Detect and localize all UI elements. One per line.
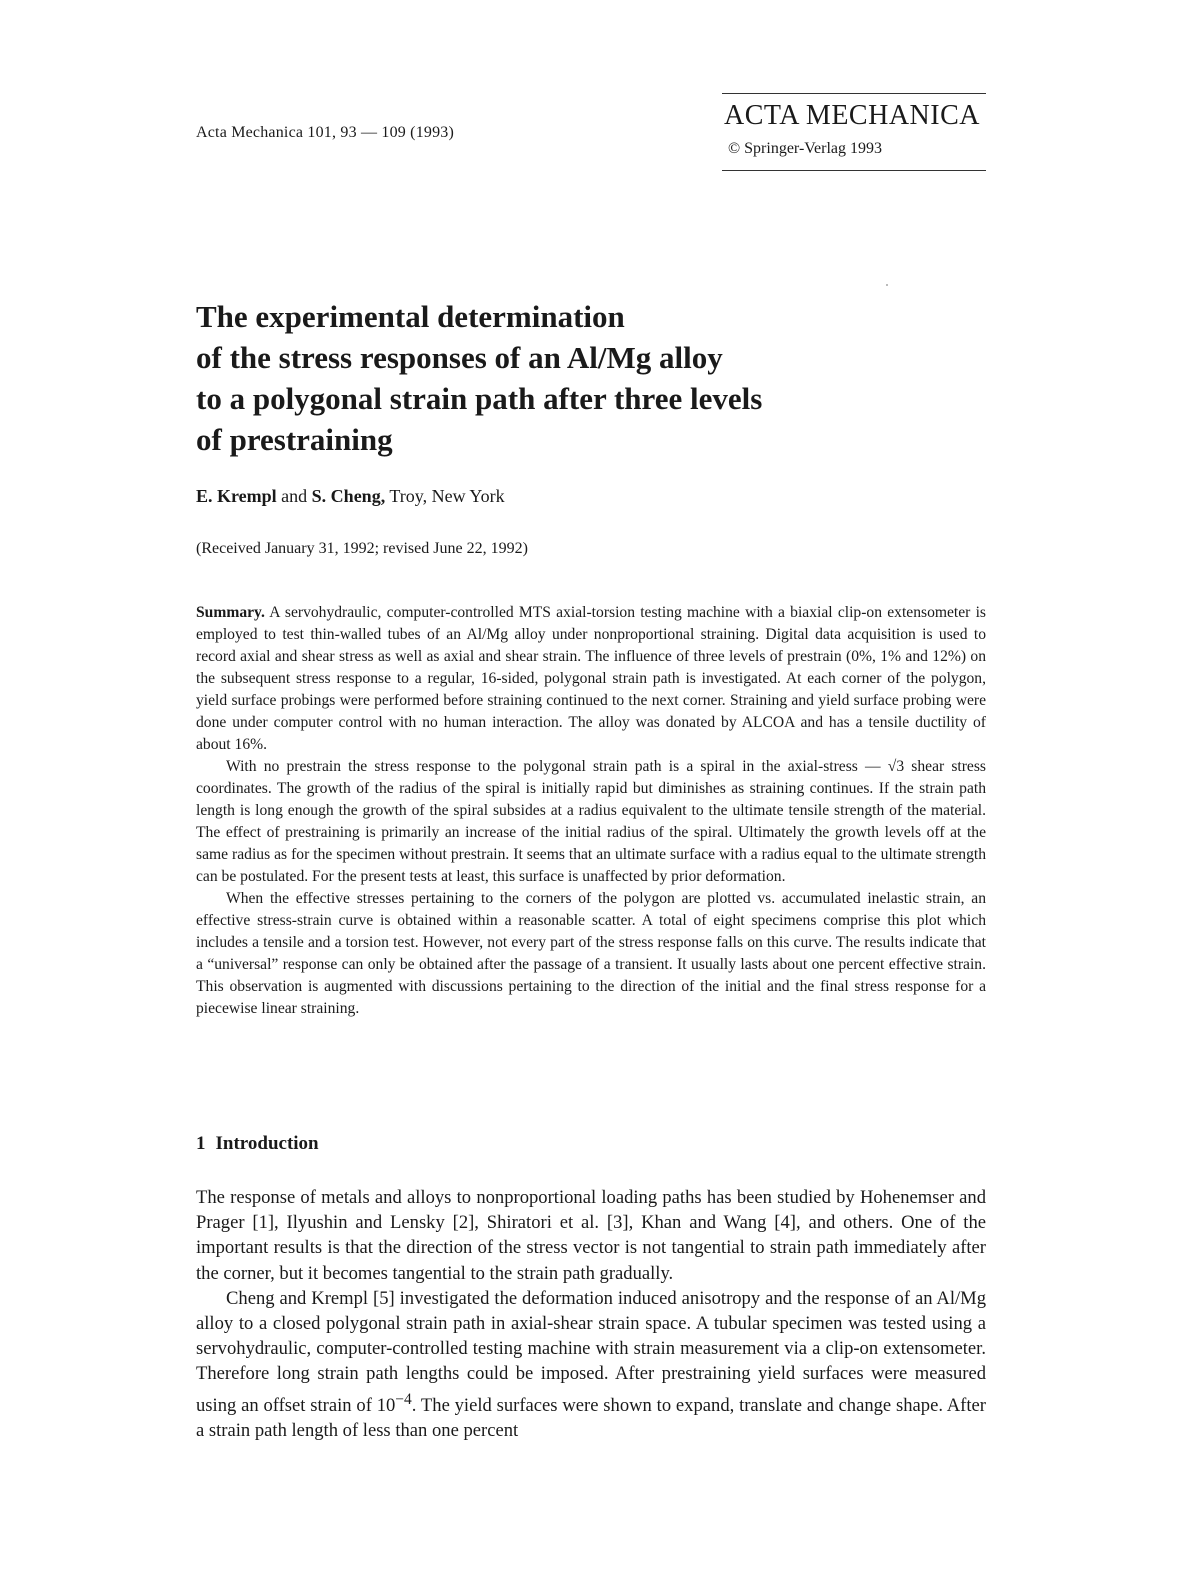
section-heading (196, 1133, 319, 1155)
abstract-lead: Summary. (196, 604, 265, 621)
journal-name: ACTA MECHANICA (724, 100, 980, 131)
abstract-paragraph: When the effective stresses pertaining to the corners of the polygon are plotted vs. accumulated inelastic strain, an effective stress-strain curve is obtained within a reasonable scatter. A total of eight specimens comprise this plot which includes a tensile and a torsion test. However, not every part of the stress response falls on this curve. The results indicate that a “universal” response can only be obtained after the passage of a transient. It usually lasts about one percent effective strain. This observation is augmented with discussions pertaining to the direction of the initial and the final stress response for a piecewise linear straining. (196, 890, 986, 1017)
author-name: S. Cheng, (311, 486, 386, 506)
body-paragraph: The response of metals and alloys to nonproportional loading paths has been studied by Hohenemser and Prager [1], Ilyushin and Lensky [2], Shiratori et al. [3], Khan and Wang [4], and others. One of the important results is that the direction of the stress vector is not tangential to strain path immediately after the corner, but it becomes tangential to the strain path gradually. (196, 1187, 986, 1284)
exponent: −4 (395, 1390, 412, 1408)
title-line: of prestraining (196, 422, 393, 457)
author-name: E. Krempl (196, 486, 277, 506)
abstract (196, 602, 986, 1020)
abstract-paragraph (196, 602, 986, 756)
author-line (196, 486, 505, 507)
journal-copyright: © Springer-Verlag 1993 (728, 140, 883, 157)
body-paragraph (196, 1286, 986, 1443)
abstract-text: A servohydraulic, computer-controlled MTS axial-torsion testing machine with a biaxial clip-on extensometer is employed to test thin-walled tubes of an Al/Mg alloy under nonproportional straining. Digital data acquisition is used to record axial and shear stress as well as axial and shear strain. The influence of three levels of prestrain (0%, 1% and 12%) on the subsequent stress response to a regular, 16-sided, polygonal strain path is investigated. At each corner of the polygon, yield surface probings were performed before straining continued to the next corner. Straining and yield surface probing were done under computer control with no human interaction. The alloy was donated by ALCOA and has a tensile ductility of about 16%. (196, 604, 986, 753)
paper-title (196, 296, 916, 460)
body-text (196, 1185, 986, 1443)
section-number: 1 (196, 1133, 206, 1154)
received-dates: (Received January 31, 1992; revised June 22, 1992) (196, 540, 528, 557)
scan-speck (886, 284, 888, 286)
abstract-paragraph: With no prestrain the stress response to the polygonal strain path is a spiral in the axial-stress — √3 shear stress coordinates. The growth of the radius of the spiral is initially rapid but diminishes as straining continues. If the strain path length is long enough the growth of the spiral subsides at a radius equivalent to the ultimate tensile strength of the material. The effect of prestraining is primarily an increase of the initial radius of the spiral. Ultimately the growth levels off at the same radius as for the specimen without prestrain. It seems that an ultimate surface with a radius equal to the ultimate strength can be postulated. For the present tests at least, this surface is unaffected by prior deformation. (196, 758, 986, 885)
body-text-run: . The yield surfaces were shown to expand, translate and change shape. After a strain path length of less than one percent (196, 1394, 986, 1442)
section-title: Introduction (215, 1133, 319, 1154)
title-line: The experimental determination (196, 299, 625, 334)
author-location: Troy, New York (389, 486, 505, 506)
body-text-run: Cheng and Krempl [5] investigated the deformation induced anisotropy and the response of an Al/Mg alloy to a closed polygonal strain path in axial-shear strain space. A tubular specimen was tested using a servohydraulic, computer-controlled testing machine with strain measurement via a clip-on extensometer. Therefore long strain path lengths could be imposed. After prestraining yield surfaces were measured using an offset strain of 10 (196, 1287, 986, 1416)
journal-masthead (722, 93, 986, 171)
title-line: of the stress responses of an Al/Mg alloy (196, 340, 723, 375)
title-line: to a polygonal strain path after three levels (196, 381, 763, 416)
author-conjunction: and (281, 486, 308, 506)
journal-citation: Acta Mechanica 101, 93 — 109 (1993) (196, 124, 455, 141)
